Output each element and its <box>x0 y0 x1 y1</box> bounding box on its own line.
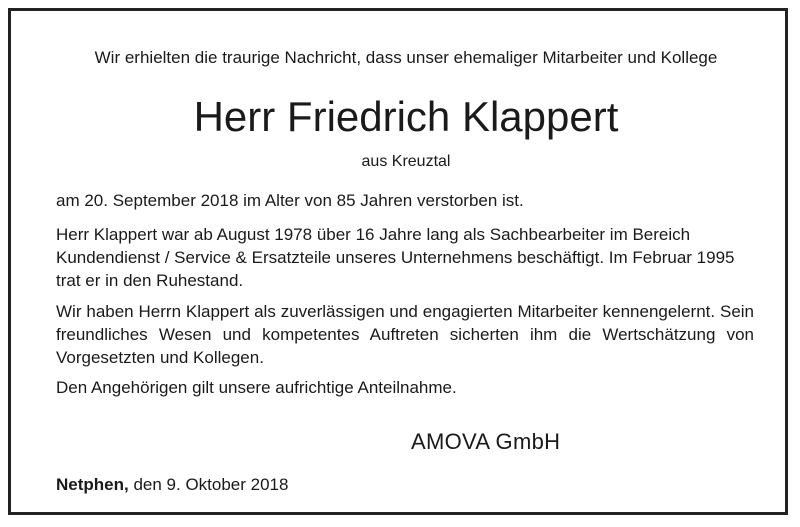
place-text: Netphen, <box>56 475 129 494</box>
intro-text: Wir erhielten die traurige Nachricht, dass unser ehemaliger Mitarbeiter und Kollege <box>94 48 718 67</box>
date-text: den 9. Oktober 2018 <box>133 475 289 494</box>
place-date <box>56 475 288 495</box>
company-name: AMOVA GmbH <box>411 429 561 454</box>
career-paragraph: Herr Klappert war ab August 1978 über 16 Jahre lang als Sachbearbeiter im Bereich Kundendienst / Service & Ersatzteile unseres Unternehmens beschäftigt. Im Februar 1995 trat er in den Ruhestand. <box>56 225 735 290</box>
deceased-name: Herr Friedrich Klappert <box>193 93 619 140</box>
condolence-paragraph: Den Angehörigen gilt unsere aufrichtige Anteilnahme. <box>56 378 457 397</box>
obituary-notice <box>8 8 788 515</box>
origin-text: aus Kreuztal <box>361 153 451 170</box>
death-text: am 20. September 2018 im Alter von 85 Jahren verstorben ist. <box>56 191 524 210</box>
tribute-paragraph: Wir haben Herrn Klappert als zuverlässigen und engagierten Mitarbeiter kennengelernt. Sein freundliches Wesen und kompetentes Auftreten sicherten ihm die Wertschätzung von Vorgesetzten und Kollegen. <box>56 302 754 367</box>
